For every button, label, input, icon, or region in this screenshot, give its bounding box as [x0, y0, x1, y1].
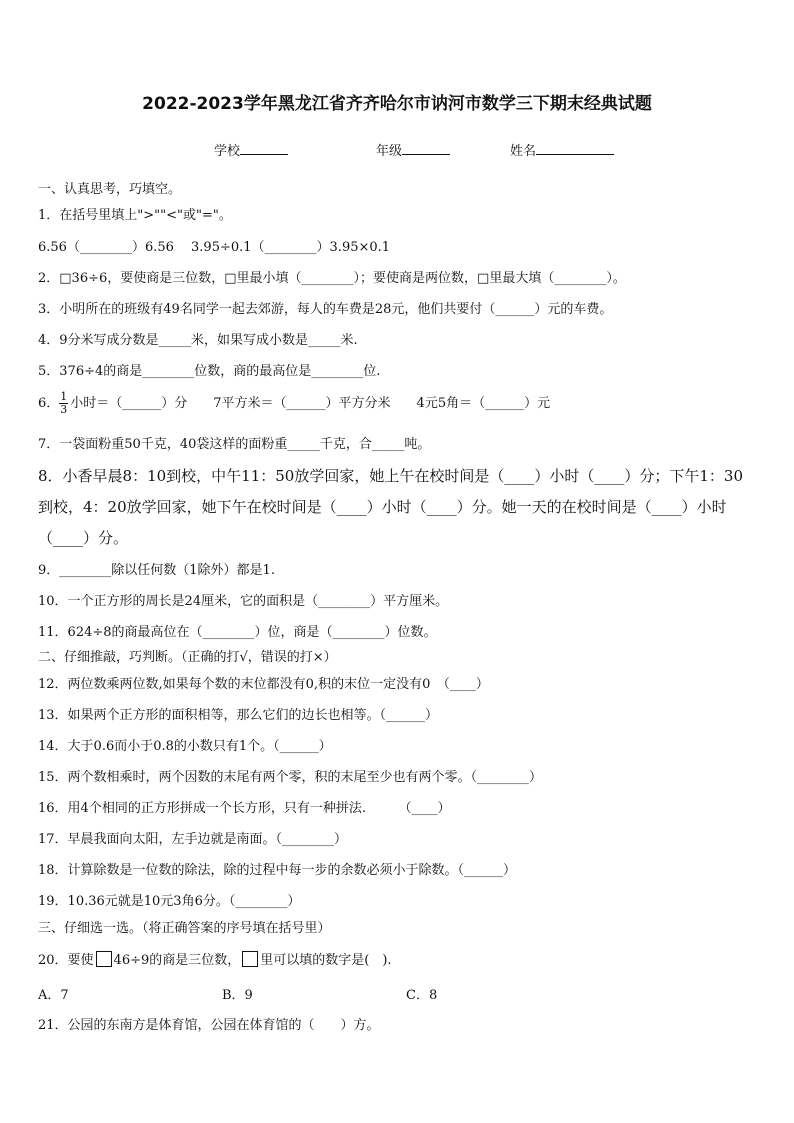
fraction-one-third	[59, 391, 68, 416]
question-14: 14．大于0.6而小于0.8的小数只有1个。（______）	[38, 739, 332, 754]
option-c[interactable]: C．8	[406, 988, 438, 1003]
question-20-suffix: 里可以填的数字是( ).	[260, 953, 392, 968]
name-label: 姓名	[510, 144, 537, 159]
answer-box[interactable]	[96, 951, 112, 967]
question-15: 15．两个数相乘时，两个因数的末尾有两个零，积的末尾至少也有两个零。（________）	[38, 770, 543, 785]
school-blank[interactable]	[240, 142, 288, 155]
grade-label: 年级	[376, 144, 403, 159]
question-1-items: 6.56（________）6.56 3.95÷0.1（________）3.95×0.1	[38, 240, 391, 255]
school-field[interactable]	[214, 140, 288, 159]
question-1: 1．在括号里填上">""<"或"="。	[38, 208, 232, 223]
question-19: 19．10.36元就是10元3角6分。（________）	[38, 894, 301, 909]
name-blank[interactable]	[536, 142, 614, 155]
name-field[interactable]	[510, 140, 614, 159]
answer-box[interactable]	[242, 951, 258, 967]
question-8-line-3: （____）分。	[38, 529, 129, 547]
section-heading-1: 一、认真思考，巧填空。	[38, 182, 182, 197]
option-b[interactable]: B．9	[222, 988, 253, 1003]
question-8-line-2: 到校，4：20放学回家，她下午在校时间是（____）小时（____）分。她一天的在校时间是（____）小时	[38, 498, 727, 516]
question-10: 10．一个正方形的周长是24厘米，它的面积是（________）平方厘米。	[38, 594, 449, 609]
question-3: 3．小明所在的班级有49名同学一起去郊游，每人的车费是28元，他们共要付（______）元的车费。	[38, 302, 613, 317]
question-2: 2．□36÷6，要使商是三位数，□里最小填（________）；要使商是两位数，□里最大填（________）。	[38, 271, 626, 286]
question-20-prefix: 20．要使	[38, 953, 94, 968]
question-13: 13．如果两个正方形的面积相等，那么它们的边长也相等。（______）	[38, 708, 439, 723]
question-12: 12．两位数乘两位数,如果每个数的末位都没有0,积的末位一定没有0 （____）	[38, 677, 489, 692]
question-6-number: 6．	[38, 396, 60, 411]
question-7: 7．一袋面粉重50千克，40袋这样的面粉重_____千克，合_____吨。	[38, 437, 431, 452]
option-a[interactable]: A．7	[38, 988, 69, 1003]
question-17: 17．早晨我面向太阳，左手边就是南面。（________）	[38, 832, 348, 847]
question-9: 9．________除以任何数（1除外）都是1.	[38, 563, 275, 578]
question-4: 4．9分米写成分数是_____米，如果写成小数是_____米.	[38, 333, 358, 348]
grade-field[interactable]	[376, 140, 450, 159]
fraction-numerator: 1	[60, 390, 68, 403]
question-6	[38, 391, 550, 416]
section-heading-3: 三、仔细选一选。（将正确答案的序号填在括号里）	[38, 921, 331, 936]
question-6-text: 小时＝（______）分 7平方米＝（______）平方分米 4元5角＝（______）元	[70, 396, 551, 411]
question-20	[38, 951, 392, 970]
question-16: 16．用4个相同的正方形拼成一个长方形，只有一种拼法. （____）	[38, 801, 451, 816]
question-18: 18．计算除数是一位数的除法，除的过程中每一步的余数必须小于除数。（______）	[38, 863, 517, 878]
question-5: 5．376÷4的商是________位数，商的最高位是________位.	[38, 364, 381, 379]
question-8-line-1: 8．小香早晨8：10到校，中午11：50放学回家，她上午在校时间是（____）小时（____）分；下午1：30	[38, 467, 743, 485]
question-11: 11．624÷8的商最高位在（________）位，商是（________）位数。	[38, 625, 437, 640]
section-heading-2: 二、仔细推敲，巧判断。（正确的打√，错误的打×）	[38, 650, 337, 665]
question-21: 21．公园的东南方是体育馆，公园在体育馆的（ ）方。	[38, 1018, 380, 1033]
school-label: 学校	[214, 144, 241, 159]
question-20-middle: 46÷9的商是三位数，	[113, 953, 241, 968]
grade-blank[interactable]	[402, 142, 450, 155]
fraction-denominator: 3	[60, 403, 68, 416]
page-title: 2022-2023学年黑龙江省齐齐哈尔市讷河市数学三下期末经典试题	[142, 94, 652, 114]
